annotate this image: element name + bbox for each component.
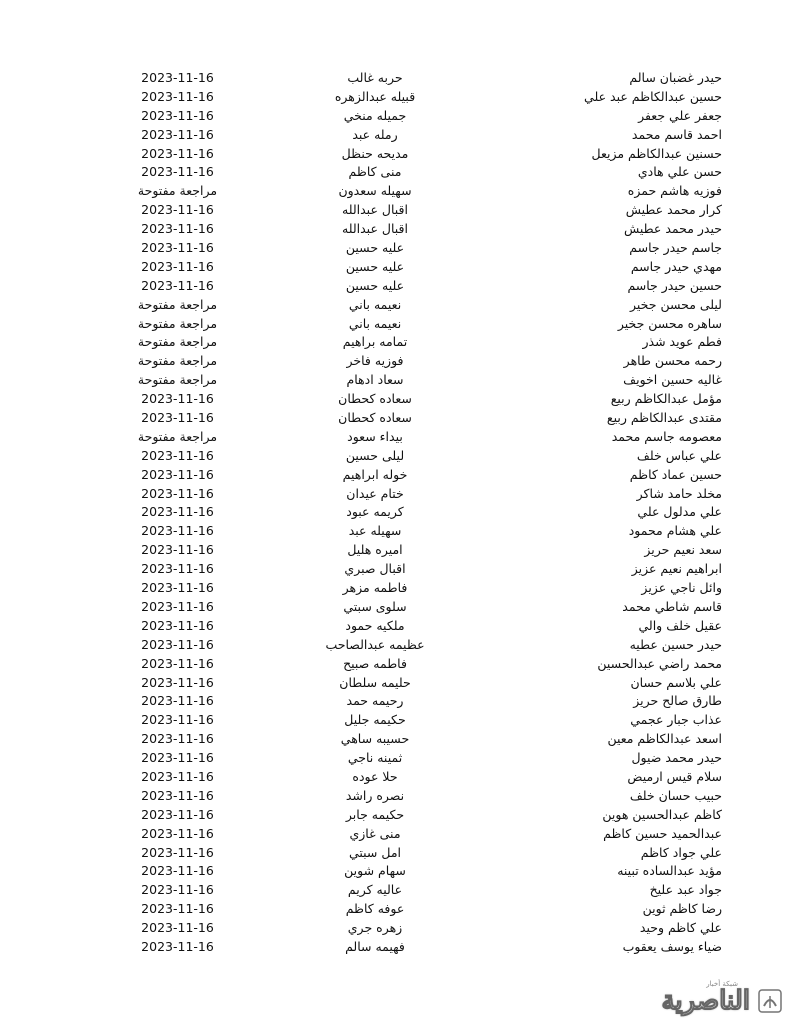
date-or-status: مراجعة مفتوحة [137, 183, 218, 199]
person-name: مهدي حيدر جاسم [630, 258, 722, 274]
person-name: حسين عبدالكاظم عبد علي [584, 88, 722, 104]
person-name: احمد قاسم محمد [631, 126, 722, 142]
list-row [0, 711, 792, 730]
list-row [0, 674, 792, 693]
date-or-status: 2023-11-16 [141, 882, 214, 898]
list-row [0, 296, 792, 315]
date-or-status: 2023-11-16 [141, 580, 214, 596]
mother-name: عليه حسين [345, 240, 405, 256]
list-row [0, 333, 792, 352]
person-name: كرار محمد عطيش [625, 202, 722, 218]
watermark-text: الناصرية [661, 986, 750, 1016]
person-name: سعد نعيم حريز [644, 542, 722, 558]
watermark-subtext: شبكة أخبار [706, 980, 738, 988]
list-row [0, 466, 792, 485]
date-or-status: 2023-11-16 [141, 655, 214, 671]
mother-name: ملكيه حمود [345, 617, 405, 633]
date-or-status: 2023-11-16 [141, 901, 214, 917]
date-or-status: 2023-11-16 [141, 561, 214, 577]
person-name: مخلد حامد شاكر [636, 485, 722, 501]
mother-name: نصره راشد [345, 787, 405, 803]
mother-name: جميله منخي [343, 107, 407, 123]
person-name: علي هشام محمود [628, 523, 722, 539]
person-name: مقتدى عبدالكاظم ربيع [606, 410, 722, 426]
person-name: طارق صالح حريز [633, 693, 722, 709]
mother-name: حليمه سلطان [339, 674, 411, 690]
person-name: حيدر حسين عطيه [629, 636, 722, 652]
mother-name: حكيمه جليل [344, 712, 406, 728]
document-list [0, 69, 792, 957]
mother-name: اميره هليل [347, 542, 403, 558]
mother-name: اقبال عبدالله [342, 202, 408, 218]
mother-name: كريمه عبود [346, 504, 404, 520]
mother-name: مديحه حنظل [341, 145, 409, 161]
date-or-status: 2023-11-16 [141, 806, 214, 822]
date-or-status: 2023-11-16 [141, 750, 214, 766]
date-or-status: 2023-11-16 [141, 920, 214, 936]
person-name: غاليه حسين اخويف [623, 372, 722, 388]
watermark-logo [661, 980, 784, 1016]
date-or-status: 2023-11-16 [141, 145, 214, 161]
list-row [0, 239, 792, 258]
mother-name: سهيله عبد [348, 523, 402, 539]
mother-name: حكيمه جابر [345, 806, 405, 822]
list-row [0, 636, 792, 655]
date-or-status: 2023-11-16 [141, 240, 214, 256]
list-row [0, 938, 792, 957]
mother-name: اقبال صبري [344, 561, 406, 577]
list-row [0, 201, 792, 220]
date-or-status: مراجعة مفتوحة [137, 428, 218, 444]
list-row [0, 881, 792, 900]
list-row [0, 182, 792, 201]
mother-name: فهيمه سالم [345, 938, 405, 954]
date-or-status: 2023-11-16 [141, 712, 214, 728]
list-row [0, 220, 792, 239]
list-row [0, 598, 792, 617]
date-or-status: مراجعة مفتوحة [137, 334, 218, 350]
date-or-status: 2023-11-16 [141, 126, 214, 142]
list-row [0, 88, 792, 107]
person-name: علي عباس خلف [636, 447, 722, 463]
emblem-icon [756, 986, 784, 1016]
date-or-status: 2023-11-16 [141, 466, 214, 482]
person-name: عقيل خلف والي [638, 617, 722, 633]
person-name: كاظم عبدالحسين هوين [602, 806, 722, 822]
date-or-status: 2023-11-16 [141, 107, 214, 123]
person-name: حسنين عبدالكاظم مزيعل [591, 145, 722, 161]
mother-name: سهيله سعدون [338, 183, 412, 199]
list-row [0, 730, 792, 749]
person-name: رحمه محسن طاهر [623, 353, 722, 369]
mother-name: فاطمه مزهر [342, 580, 408, 596]
mother-name: سعاد ادهام [346, 372, 404, 388]
date-or-status: 2023-11-16 [141, 485, 214, 501]
list-row [0, 409, 792, 428]
date-or-status: 2023-11-16 [141, 787, 214, 803]
mother-name: سعاده كحطان [338, 410, 412, 426]
list-row [0, 503, 792, 522]
mother-name: ختام عيدان [346, 485, 404, 501]
mother-name: سلوى سبتي [343, 598, 407, 614]
mother-name: سهام شوين [344, 863, 406, 879]
mother-name: رمله عبد [352, 126, 398, 142]
list-row [0, 541, 792, 560]
person-name: رضا كاظم ثوين [642, 901, 722, 917]
person-name: فوزيه هاشم حمزه [627, 183, 722, 199]
date-or-status: مراجعة مفتوحة [137, 315, 218, 331]
date-or-status: 2023-11-16 [141, 277, 214, 293]
person-name: علي جواد كاظم [640, 844, 722, 860]
mother-name: عليه حسين [345, 277, 405, 293]
list-row [0, 485, 792, 504]
date-or-status: 2023-11-16 [141, 938, 214, 954]
person-name: مؤمل عبدالكاظم ربيع [610, 391, 722, 407]
date-or-status: 2023-11-16 [141, 221, 214, 237]
date-or-status: 2023-11-16 [141, 844, 214, 860]
person-name: جاسم حيدر جاسم [629, 240, 722, 256]
mother-name: حسيبه ساهي [340, 731, 410, 747]
person-name: علي بلاسم حسان [630, 674, 722, 690]
date-or-status: 2023-11-16 [141, 70, 214, 85]
list-row [0, 900, 792, 919]
person-name: حسن علي هادي [637, 164, 722, 180]
list-row [0, 126, 792, 145]
date-or-status: مراجعة مفتوحة [137, 372, 218, 388]
list-row [0, 371, 792, 390]
person-name: ساهره محسن جخير [617, 315, 722, 331]
list-row [0, 844, 792, 863]
person-name: فطم عويد شذر [642, 334, 722, 350]
date-or-status: 2023-11-16 [141, 617, 214, 633]
mother-name: خوله ابراهيم [342, 466, 408, 482]
date-or-status: 2023-11-16 [141, 202, 214, 218]
list-row [0, 428, 792, 447]
person-name: قاسم شاطي محمد [622, 598, 722, 614]
list-row [0, 655, 792, 674]
mother-name: بيداء سعود [347, 428, 403, 444]
date-or-status: 2023-11-16 [141, 410, 214, 426]
person-name: مؤيد عبدالساده تبينه [617, 863, 722, 879]
list-row [0, 390, 792, 409]
mother-name: حربه غالب [347, 70, 403, 85]
person-name: اسعد عبدالكاظم معين [607, 731, 722, 747]
person-name: حيدر محمد عطيش [623, 221, 722, 237]
person-name: ابراهيم نعيم عزيز [631, 561, 722, 577]
list-row [0, 107, 792, 126]
list-row [0, 825, 792, 844]
date-or-status: 2023-11-16 [141, 504, 214, 520]
date-or-status: 2023-11-16 [141, 863, 214, 879]
person-name: علي كاظم وحيد [639, 920, 722, 936]
person-name: علي مدلول علي [637, 504, 722, 520]
mother-name: ثمينه ناجي [347, 750, 403, 766]
list-row [0, 862, 792, 881]
mother-name: فاطمه صبيح [343, 655, 407, 671]
mother-name: منى غازي [349, 825, 401, 841]
date-or-status: 2023-11-16 [141, 88, 214, 104]
mother-name: اقبال عبدالله [342, 221, 408, 237]
person-name: عبدالحميد حسين كاظم [603, 825, 722, 841]
mother-name: امل سبتي [348, 844, 402, 860]
date-or-status: 2023-11-16 [141, 164, 214, 180]
list-row [0, 352, 792, 371]
date-or-status: 2023-11-16 [141, 542, 214, 558]
mother-name: عاليه كريم [347, 882, 403, 898]
person-name: سلام قيس ارميض [627, 768, 722, 784]
person-name: ليلى محسن جخير [630, 296, 722, 312]
person-name: حبيب حسان خلف [629, 787, 722, 803]
person-name: وائل ناجي عزيز [641, 580, 722, 596]
mother-name: سعاده كحطان [338, 391, 412, 407]
list-row [0, 315, 792, 334]
mother-name: عظيمه عبدالصاحب [325, 636, 425, 652]
date-or-status: 2023-11-16 [141, 825, 214, 841]
person-name: حسين حيدر جاسم [627, 277, 722, 293]
list-row [0, 560, 792, 579]
person-name: جواد عبد عليخ [649, 882, 722, 898]
person-name: محمد راضي عبدالحسين [597, 655, 722, 671]
list-row [0, 258, 792, 277]
mother-name: نعيمه باني [348, 296, 402, 312]
date-or-status: 2023-11-16 [141, 391, 214, 407]
mother-name: قبيله عبدالزهره [334, 88, 416, 104]
list-row [0, 522, 792, 541]
mother-name: عليه حسين [345, 258, 405, 274]
person-name: ضياء يوسف يعقوب [622, 938, 722, 954]
list-row [0, 919, 792, 938]
date-or-status: مراجعة مفتوحة [137, 353, 218, 369]
date-or-status: 2023-11-16 [141, 598, 214, 614]
list-row [0, 692, 792, 711]
date-or-status: 2023-11-16 [141, 693, 214, 709]
mother-name: نعيمه باني [348, 315, 402, 331]
list-row [0, 447, 792, 466]
mother-name: فوزيه فاخر [346, 353, 404, 369]
list-row [0, 617, 792, 636]
date-or-status: 2023-11-16 [141, 674, 214, 690]
person-name: جعفر علي جعفر [638, 107, 722, 123]
list-row [0, 768, 792, 787]
date-or-status: 2023-11-16 [141, 523, 214, 539]
person-name: حيدر محمد ضيول [631, 750, 722, 766]
person-name: عذاب جبار عجمي [630, 712, 722, 728]
list-row [0, 806, 792, 825]
person-name: معصومه جاسم محمد [611, 428, 722, 444]
list-row [0, 277, 792, 296]
list-row [0, 749, 792, 768]
list-row [0, 579, 792, 598]
mother-name: منى كاظم [348, 164, 402, 180]
list-row [0, 145, 792, 164]
list-row [0, 787, 792, 806]
date-or-status: 2023-11-16 [141, 258, 214, 274]
person-name: حسين عماد كاظم [629, 466, 722, 482]
mother-name: تمامه براهيم [342, 334, 408, 350]
date-or-status: مراجعة مفتوحة [137, 296, 218, 312]
list-row [0, 163, 792, 182]
mother-name: ليلى حسين [345, 447, 405, 463]
date-or-status: 2023-11-16 [141, 731, 214, 747]
list-row [0, 69, 792, 88]
mother-name: حلا عوده [352, 768, 398, 784]
mother-name: عوفه كاظم [345, 901, 405, 917]
date-or-status: 2023-11-16 [141, 447, 214, 463]
mother-name: زهره جري [347, 920, 403, 936]
date-or-status: 2023-11-16 [141, 768, 214, 784]
mother-name: رحيمه حمد [346, 693, 404, 709]
date-or-status: 2023-11-16 [141, 636, 214, 652]
person-name: حيدر غضبان سالم [629, 70, 722, 85]
